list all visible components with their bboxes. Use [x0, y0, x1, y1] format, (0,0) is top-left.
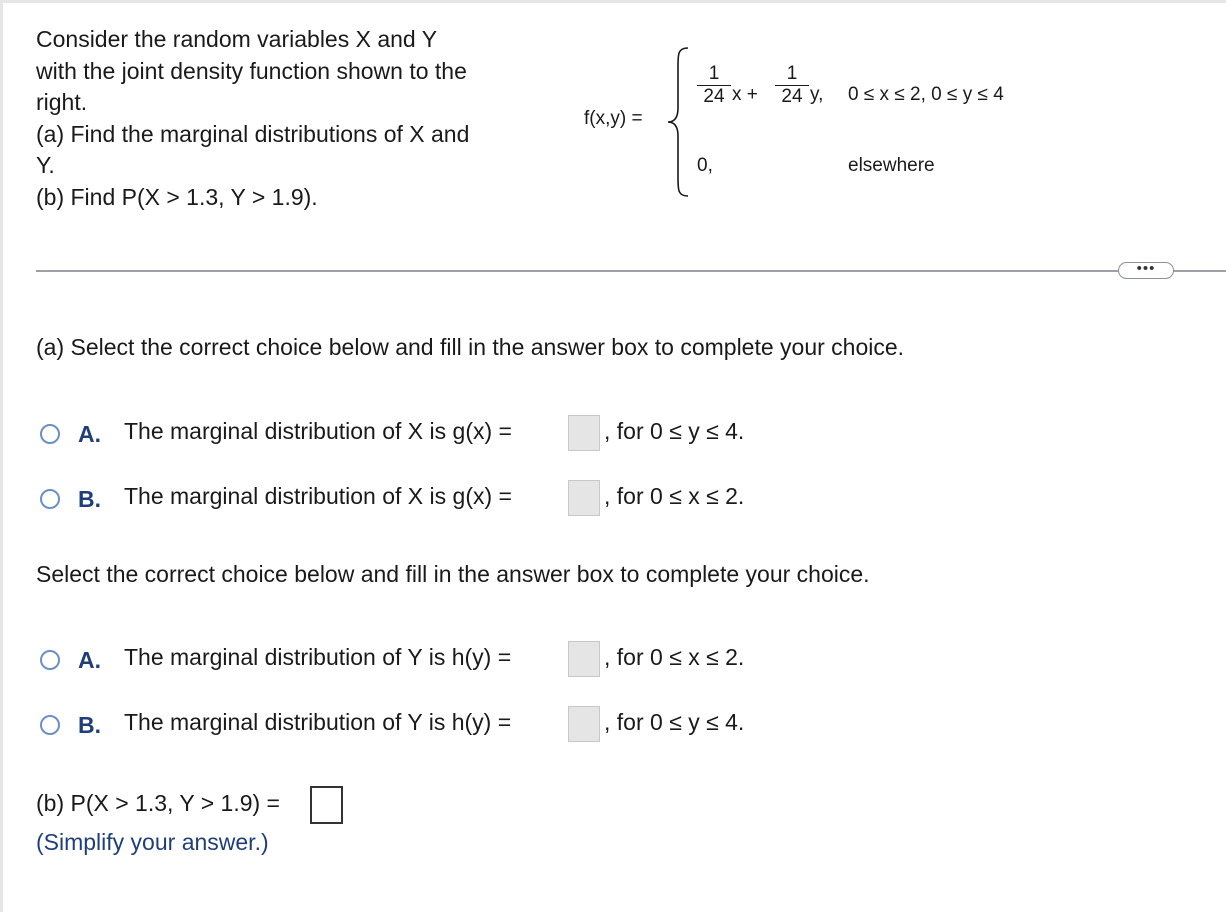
choice-domain: , for 0 ≤ x ≤ 2.: [604, 483, 745, 509]
fraction-denominator: 24: [781, 86, 803, 107]
fraction-numerator: 1: [708, 63, 720, 84]
problem-line: right.: [36, 89, 88, 115]
radio-button[interactable]: [40, 424, 60, 444]
formula-lhs: f(x,y) =: [584, 108, 643, 129]
section-divider: [36, 270, 1226, 272]
formula-elsewhere: elsewhere: [848, 155, 935, 176]
choice-domain: , for 0 ≤ y ≤ 4.: [604, 418, 745, 444]
answer-box[interactable]: [568, 480, 600, 516]
fraction-numerator: 1: [786, 63, 798, 84]
fraction-one-24th: [697, 63, 731, 108]
top-edge: [0, 0, 1226, 3]
problem-line: (a) Find the marginal distributions of X and: [36, 120, 470, 147]
formula-term-x: x +: [732, 84, 758, 105]
simplify-hint: (Simplify your answer.): [36, 829, 269, 855]
problem-line: (b) Find P(X > 1.3, Y > 1.9).: [36, 183, 318, 210]
problem-line: Consider the random variables X and Y: [36, 26, 438, 52]
choice-text: The marginal distribution of X is g(x) =: [124, 418, 512, 444]
formula-condition: 0 ≤ x ≤ 2, 0 ≤ y ≤ 4: [848, 84, 1004, 105]
choice-letter: A.: [78, 647, 101, 673]
choice-text: The marginal distribution of X is g(x) =: [124, 483, 512, 509]
fraction-denominator: 24: [703, 86, 725, 107]
problem-statement: [36, 24, 556, 213]
choice-letter: A.: [78, 421, 101, 447]
part-b-answer-input[interactable]: [310, 786, 343, 824]
answer-box[interactable]: [568, 706, 600, 742]
part-a-instruction: (a) Select the correct choice below and fill in the answer box to complete your choice.: [36, 334, 905, 360]
radio-button[interactable]: [40, 489, 60, 509]
radio-button[interactable]: [40, 650, 60, 670]
choice-letter: B.: [78, 712, 101, 738]
choice-text: The marginal distribution of Y is h(y) =: [124, 709, 512, 735]
choice-text: The marginal distribution of Y is h(y) =: [124, 644, 512, 670]
choice-domain: , for 0 ≤ y ≤ 4.: [604, 709, 745, 735]
problem-line: Y.: [36, 152, 55, 178]
choice-domain: , for 0 ≤ x ≤ 2.: [604, 644, 745, 670]
problem-line: with the joint density function shown to the: [36, 57, 467, 84]
fraction-one-24th: [775, 63, 809, 108]
left-edge: [0, 0, 3, 912]
answer-box[interactable]: [568, 641, 600, 677]
formula-zero-case: 0,: [697, 155, 713, 176]
left-brace-icon: [664, 46, 692, 198]
radio-button[interactable]: [40, 715, 60, 735]
part-a2-instruction: Select the correct choice below and fill in the answer box to complete your choice.: [36, 561, 870, 587]
part-b-label: (b) P(X > 1.3, Y > 1.9) =: [36, 790, 280, 816]
answer-box[interactable]: [568, 415, 600, 451]
choice-letter: B.: [78, 486, 101, 512]
more-options-button[interactable]: •••: [1118, 262, 1174, 279]
formula-term-y: y,: [810, 84, 824, 105]
